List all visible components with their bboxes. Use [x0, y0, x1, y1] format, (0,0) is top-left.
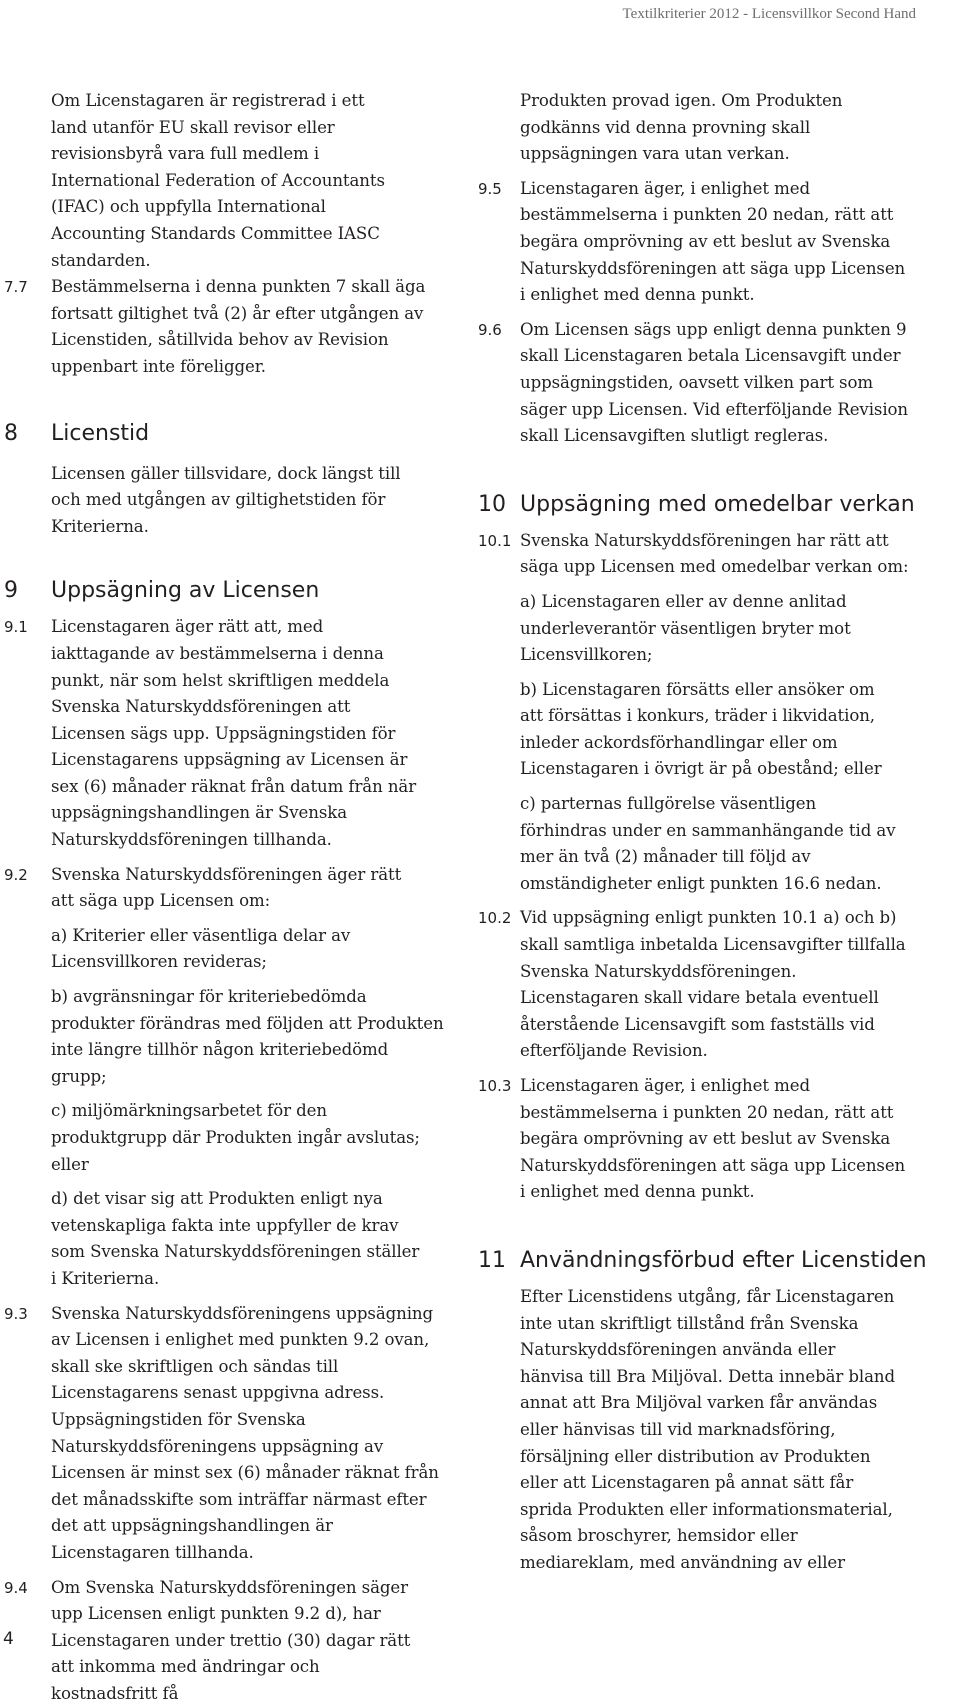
list-item: c) miljömärkningsarbetet för den produktgrupp där Produkten ingår avslutas; eller: [4, 1098, 446, 1178]
section-heading-9: [4, 576, 450, 606]
clause-text: Svenska Naturskyddsföreningens uppsägning av Licensen i enlighet med punkten 9.2 ovan, skall ske skriftligen och sändas till Licenstagarens senast uppgivna adress. Uppsägningstiden för Svenska Naturskyddsföreningens uppsägning av Licensen är minst sex (6) månader räknat från det månadsskifte som inträffar närmast efter det att uppsägningshandlingen är Licenstagaren tillhanda.: [51, 1301, 443, 1567]
section-number: 9: [4, 576, 18, 606]
clause-9-4: [4, 1575, 450, 1707]
list-item: a) Kriterier eller väsentliga delar av Licensvillkoren revideras;: [4, 923, 351, 976]
section-title: Användningsförbud efter Licenstiden: [520, 1248, 927, 1273]
running-header: Textilkriterier 2012 - Licensvillkor Second Hand: [623, 6, 916, 23]
clause-number: 9.2: [4, 862, 28, 889]
clause-number: 10.1: [478, 528, 511, 555]
clause-10-3: [478, 1073, 948, 1206]
clause-9-5: [478, 176, 948, 309]
clause-9-1: [4, 614, 450, 853]
clause-10-2: [478, 905, 948, 1065]
clause-9-3: [4, 1301, 450, 1567]
clause-text: Svenska Naturskyddsföreningen har rätt att säga upp Licensen med omedelbar verkan om:: [520, 528, 912, 581]
clause-7-7: [4, 274, 450, 380]
section-heading-8: [4, 419, 450, 449]
list-item: b) Licenstagaren försätts eller ansöker om att försättas i konkurs, träder i likvidation, inleder ackordsförhandlingar eller om Licenstagaren i övrigt är på obestånd; eller: [478, 677, 900, 783]
list-item: d) det visar sig att Produkten enligt nya vetenskapliga fakta inte uppfyller de krav som Svenska Naturskyddsföreningen ställer i Kriterierna.: [4, 1186, 423, 1292]
list-item: a) Licenstagaren eller av denne anlitad underleverantör väsentligen bryter mot Licensvillkoren;: [478, 589, 930, 669]
clause-number: 9.1: [4, 614, 28, 641]
clause-number: 9.4: [4, 1575, 28, 1602]
clause-text: Licenstagaren äger, i enlighet med bestämmelserna i punkten 20 nedan, rätt att begära omprövning av ett beslut av Svenska Naturskyddsföreningen att säga upp Licensen i enlighet med denna punkt.: [520, 1073, 910, 1206]
list-item: c) parternas fullgörelse väsentligen förhindras under en sammanhängande tid av mer än två (2) månader till följd av omständigheter enligt punkten 16.6 nedan.: [478, 791, 900, 897]
clause-number: 9.3: [4, 1301, 28, 1328]
clause-number: 9.5: [478, 176, 502, 203]
section-title: Licenstid: [51, 421, 149, 446]
clause-9-2: [4, 862, 450, 915]
section-number: 11: [478, 1246, 506, 1276]
section-11-text: Efter Licenstidens utgång, får Licenstagaren inte utan skriftligt tillstånd från Svenska Naturskyddsföreningen använda eller hänvisa till Bra Miljöval. Detta innebär bland annat att Bra Miljöval varken får användas eller hänvisas till vid marknadsföring, försäljning eller distribution av Produkten eller att Licenstagaren på annat sätt får sprida Produkten eller informationsmaterial, såsom broschyrer, hemsidor eller mediareklam, med användning av eller: [478, 1284, 900, 1577]
continuation-paragraph: Produkten provad igen. Om Produkten godkänns vid denna provning skall uppsägningen vara utan verkan.: [478, 88, 900, 168]
section-title: Uppsägning av Licensen: [51, 578, 319, 603]
clause-number: 10.3: [478, 1073, 511, 1100]
section-number: 10: [478, 490, 506, 520]
section-number: 8: [4, 419, 18, 449]
clause-text: Licenstagaren äger rätt att, med iakttagande av bestämmelserna i denna punkt, när som helst skriftligen meddela Svenska Naturskyddsföreningen att Licensen sägs upp. Uppsägningstiden för Licenstagarens uppsägning av Licensen är sex (6) månader räknat från datum från när uppsägningshandlingen är Svenska Naturskyddsföreningen tillhanda.: [51, 614, 426, 853]
page-number: 4: [3, 1629, 14, 1649]
clause-9-6: [478, 317, 948, 450]
clause-number: 9.6: [478, 317, 502, 344]
clause-text: Om Svenska Naturskyddsföreningen säger upp Licensen enligt punkten 9.2 d), har Licenstagaren under trettio (30) dagar rätt att inkomma med ändringar och kostnadsfritt få: [51, 1575, 426, 1707]
section-heading-10: [478, 490, 948, 520]
section-8-text: Licensen gäller tillsvidare, dock längst till och med utgången av giltighetstiden för Kriterierna.: [4, 461, 431, 541]
section-title: Uppsägning med omedelbar verkan: [520, 492, 915, 517]
clause-text: Svenska Naturskyddsföreningen äger rätt att säga upp Licensen om:: [51, 862, 411, 915]
left-column: [4, 88, 450, 1707]
clause-text: Bestämmelserna i denna punkten 7 skall äga fortsatt giltighet två (2) år efter utgången av Licenstiden, såtillvida behov av Revision uppenbart inte föreligger.: [51, 274, 431, 380]
clause-10-1: [478, 528, 948, 581]
clause-number: 7.7: [4, 274, 28, 301]
clause-text: Om Licensen sägs upp enligt denna punkten 9 skall Licenstagaren betala Licensavgift under uppsägningstiden, oavsett vilken part som säger upp Licensen. Vid efterföljande Revision skall Licensavgiften slutligt regleras.: [520, 317, 915, 450]
right-column: [478, 88, 948, 1577]
intro-paragraph: Om Licenstagaren är registrerad i ett land utanför EU skall revisor eller revisionsbyrå vara full medlem i International Federation of Accountants (IFAC) och uppfylla International Accounting Standards Committee IASC standarden.: [4, 88, 391, 274]
list-item: b) avgränsningar för kriteriebedömda produkter förändras med följden att Produkten inte längre tillhör någon kriteriebedömd grupp;: [4, 984, 446, 1090]
section-heading-11: [478, 1246, 948, 1276]
clause-text: Licenstagaren äger, i enlighet med bestämmelserna i punkten 20 nedan, rätt att begära omprövning av ett beslut av Svenska Naturskyddsföreningen att säga upp Licensen i enlighet med denna punkt.: [520, 176, 910, 309]
clause-number: 10.2: [478, 905, 511, 932]
clause-text: Vid uppsägning enligt punkten 10.1 a) och b) skall samtliga inbetalda Licensavgifter tillfalla Svenska Naturskyddsföreningen. Licenstagaren skall vidare betala eventuell återstående Licensavgift som fastställs vid efterföljande Revision.: [520, 905, 912, 1065]
